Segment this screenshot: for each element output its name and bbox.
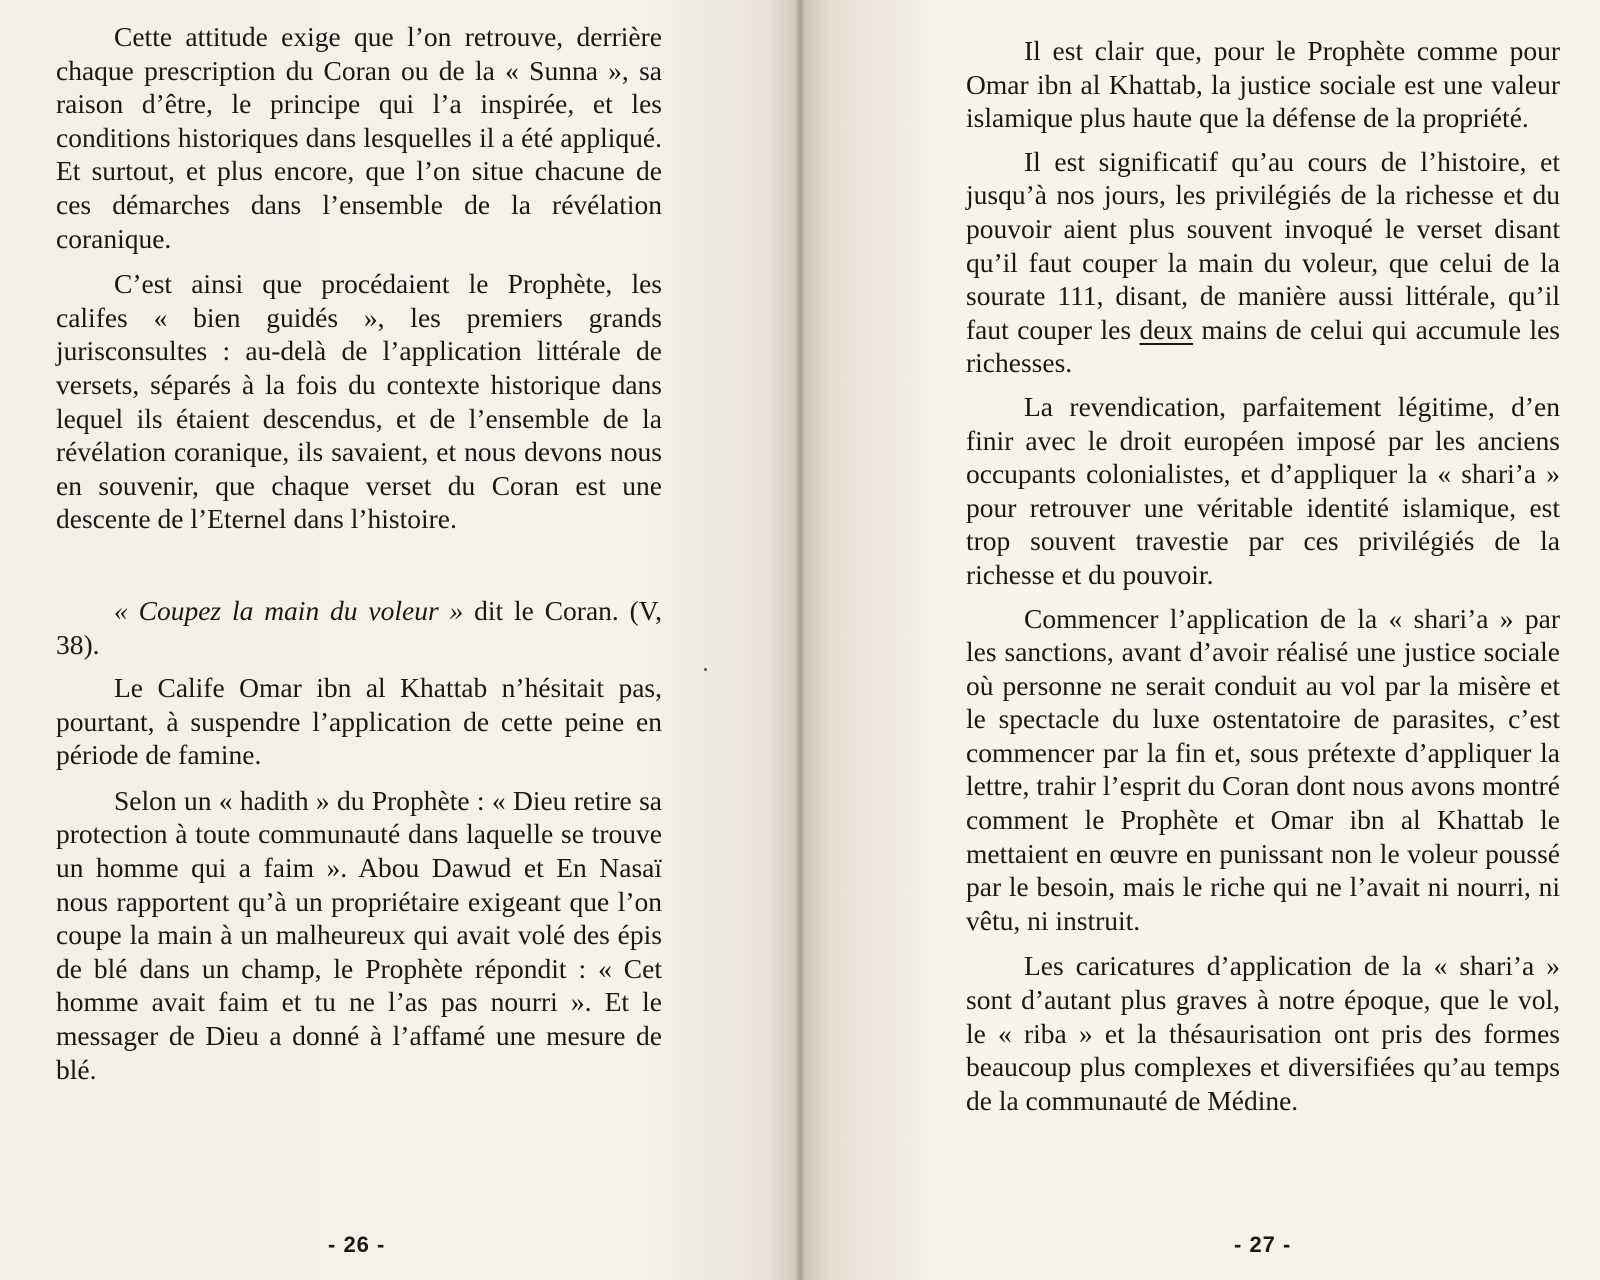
paragraph-commencer: Commencer l’application de la « shari’a » par les sanctions, avant d’avoir réalisé une justice sociale où personne ne serait conduit au vol par la misère et le spectacle du luxe ostentatoire de parasites, c’est commencer par la fin et, sous prétexte d’appliquer la lettre, trahir l’esprit du Coran dont nous avons montré comment le Prophète et Omar ibn al Khattab le mettaient en œuvre en punissant non le voleur poussé par le besoin, mais le riche qui ne l’avait ni nourri, ni vêtu, ni instruit.: [966, 602, 1560, 936]
left-page-text: [56, 20, 662, 1096]
paragraph-attitude: Cette attitude exige que l’on retrouve, derrière chaque prescription du Coran ou de la « Sunna », sa raison d’être, le principe qui l’a inspirée, et les conditions historiques dans lesquelles il a été appliqué. Et surtout, et plus encore, que l’on situe chacune de ces démarches dans l’ensemble de la révélation coranique.: [56, 21, 662, 254]
paragraph-prophete: C’est ainsi que procédaient le Prophète, les califes « bien guidés », les premiers grands jurisconsultes : au-delà de l’application littérale de versets, séparés à la fois du contexte historique dans lequel ils étaient descendus, et de l’ensemble de la révélation coranique, ils savaient, et nous devons nous en souvenir, que chaque verset du Coran est une descente de l’Eternel dans l’histoire.: [56, 268, 662, 535]
right-page-text: [966, 34, 1560, 1127]
significatif-text-b: mains de celui qui accumule les richesses.: [966, 313, 1560, 379]
book-gutter: [796, 0, 804, 1280]
paragraph-significatif: [966, 145, 1560, 380]
underlined-word: deux: [1139, 313, 1194, 345]
paragraph-omar: Le Calife Omar ibn al Khattab n’hésitait pas, pourtant, à suspendre l’application de cette peine en période de famine.: [56, 672, 662, 771]
paragraph-hadith: Selon un « hadith » du Prophète : « Dieu retire sa protection à toute communauté dans laquelle se trouve un homme qui a faim ». Abou Dawud et En Nasaï nous rapportent qu’à un propriétaire exigeant que l’on coupe la main à un malheureux qui avait volé des épis de blé dans un champ, le Prophète répondit : « Cet homme avait faim et tu ne l’as pas nourri ». Et le messager de Dieu a donné à l’affamé une mesure de blé.: [56, 784, 662, 1085]
page-number-left: - 26 -: [328, 1232, 386, 1257]
quote-coran: « Coupez la main du voleur »: [114, 594, 464, 626]
page-number-right: - 27 -: [1234, 1232, 1292, 1257]
quote-source: dit le Coran. (V, 38).: [56, 594, 662, 660]
right-page: [800, 0, 1600, 1280]
paragraph-revendication: La revendication, parfaitement légitime, d’en finir avec le droit européen imposé par les anciens occupants colonialistes, et d’appliquer la « shari’a » pour retrouver une véritable identité islamique, est trop souvent travestie par ces privilégiés de la richesse et du pouvoir.: [966, 390, 1560, 590]
paragraph-justice-sociale: Il est clair que, pour le Prophète comme pour Omar ibn al Khattab, la justice sociale est une valeur islamique plus haute que la défense de la propriété.: [966, 35, 1560, 134]
significatif-text-a: Il est significatif qu’au cours de l’histoire, et jusqu’à nos jours, les privilégiés de la richesse et du pouvoir aient plus souvent invoqué le verset disant qu’il faut couper la main du voleur, que celui de la sourate 111, disant, de manière aussi littérale, qu’il faut couper les: [966, 145, 1560, 345]
paragraph-quote: [56, 594, 662, 661]
ink-speck: [704, 668, 707, 671]
paragraph-caricatures: Les caricatures d’application de la « shari’a » sont d’autant plus graves à notre époque, que le vol, le « riba » et la thésaurisation ont pris des formes beaucoup plus complexes et diversifiées qu’au temps de la communauté de Médine.: [966, 950, 1560, 1116]
